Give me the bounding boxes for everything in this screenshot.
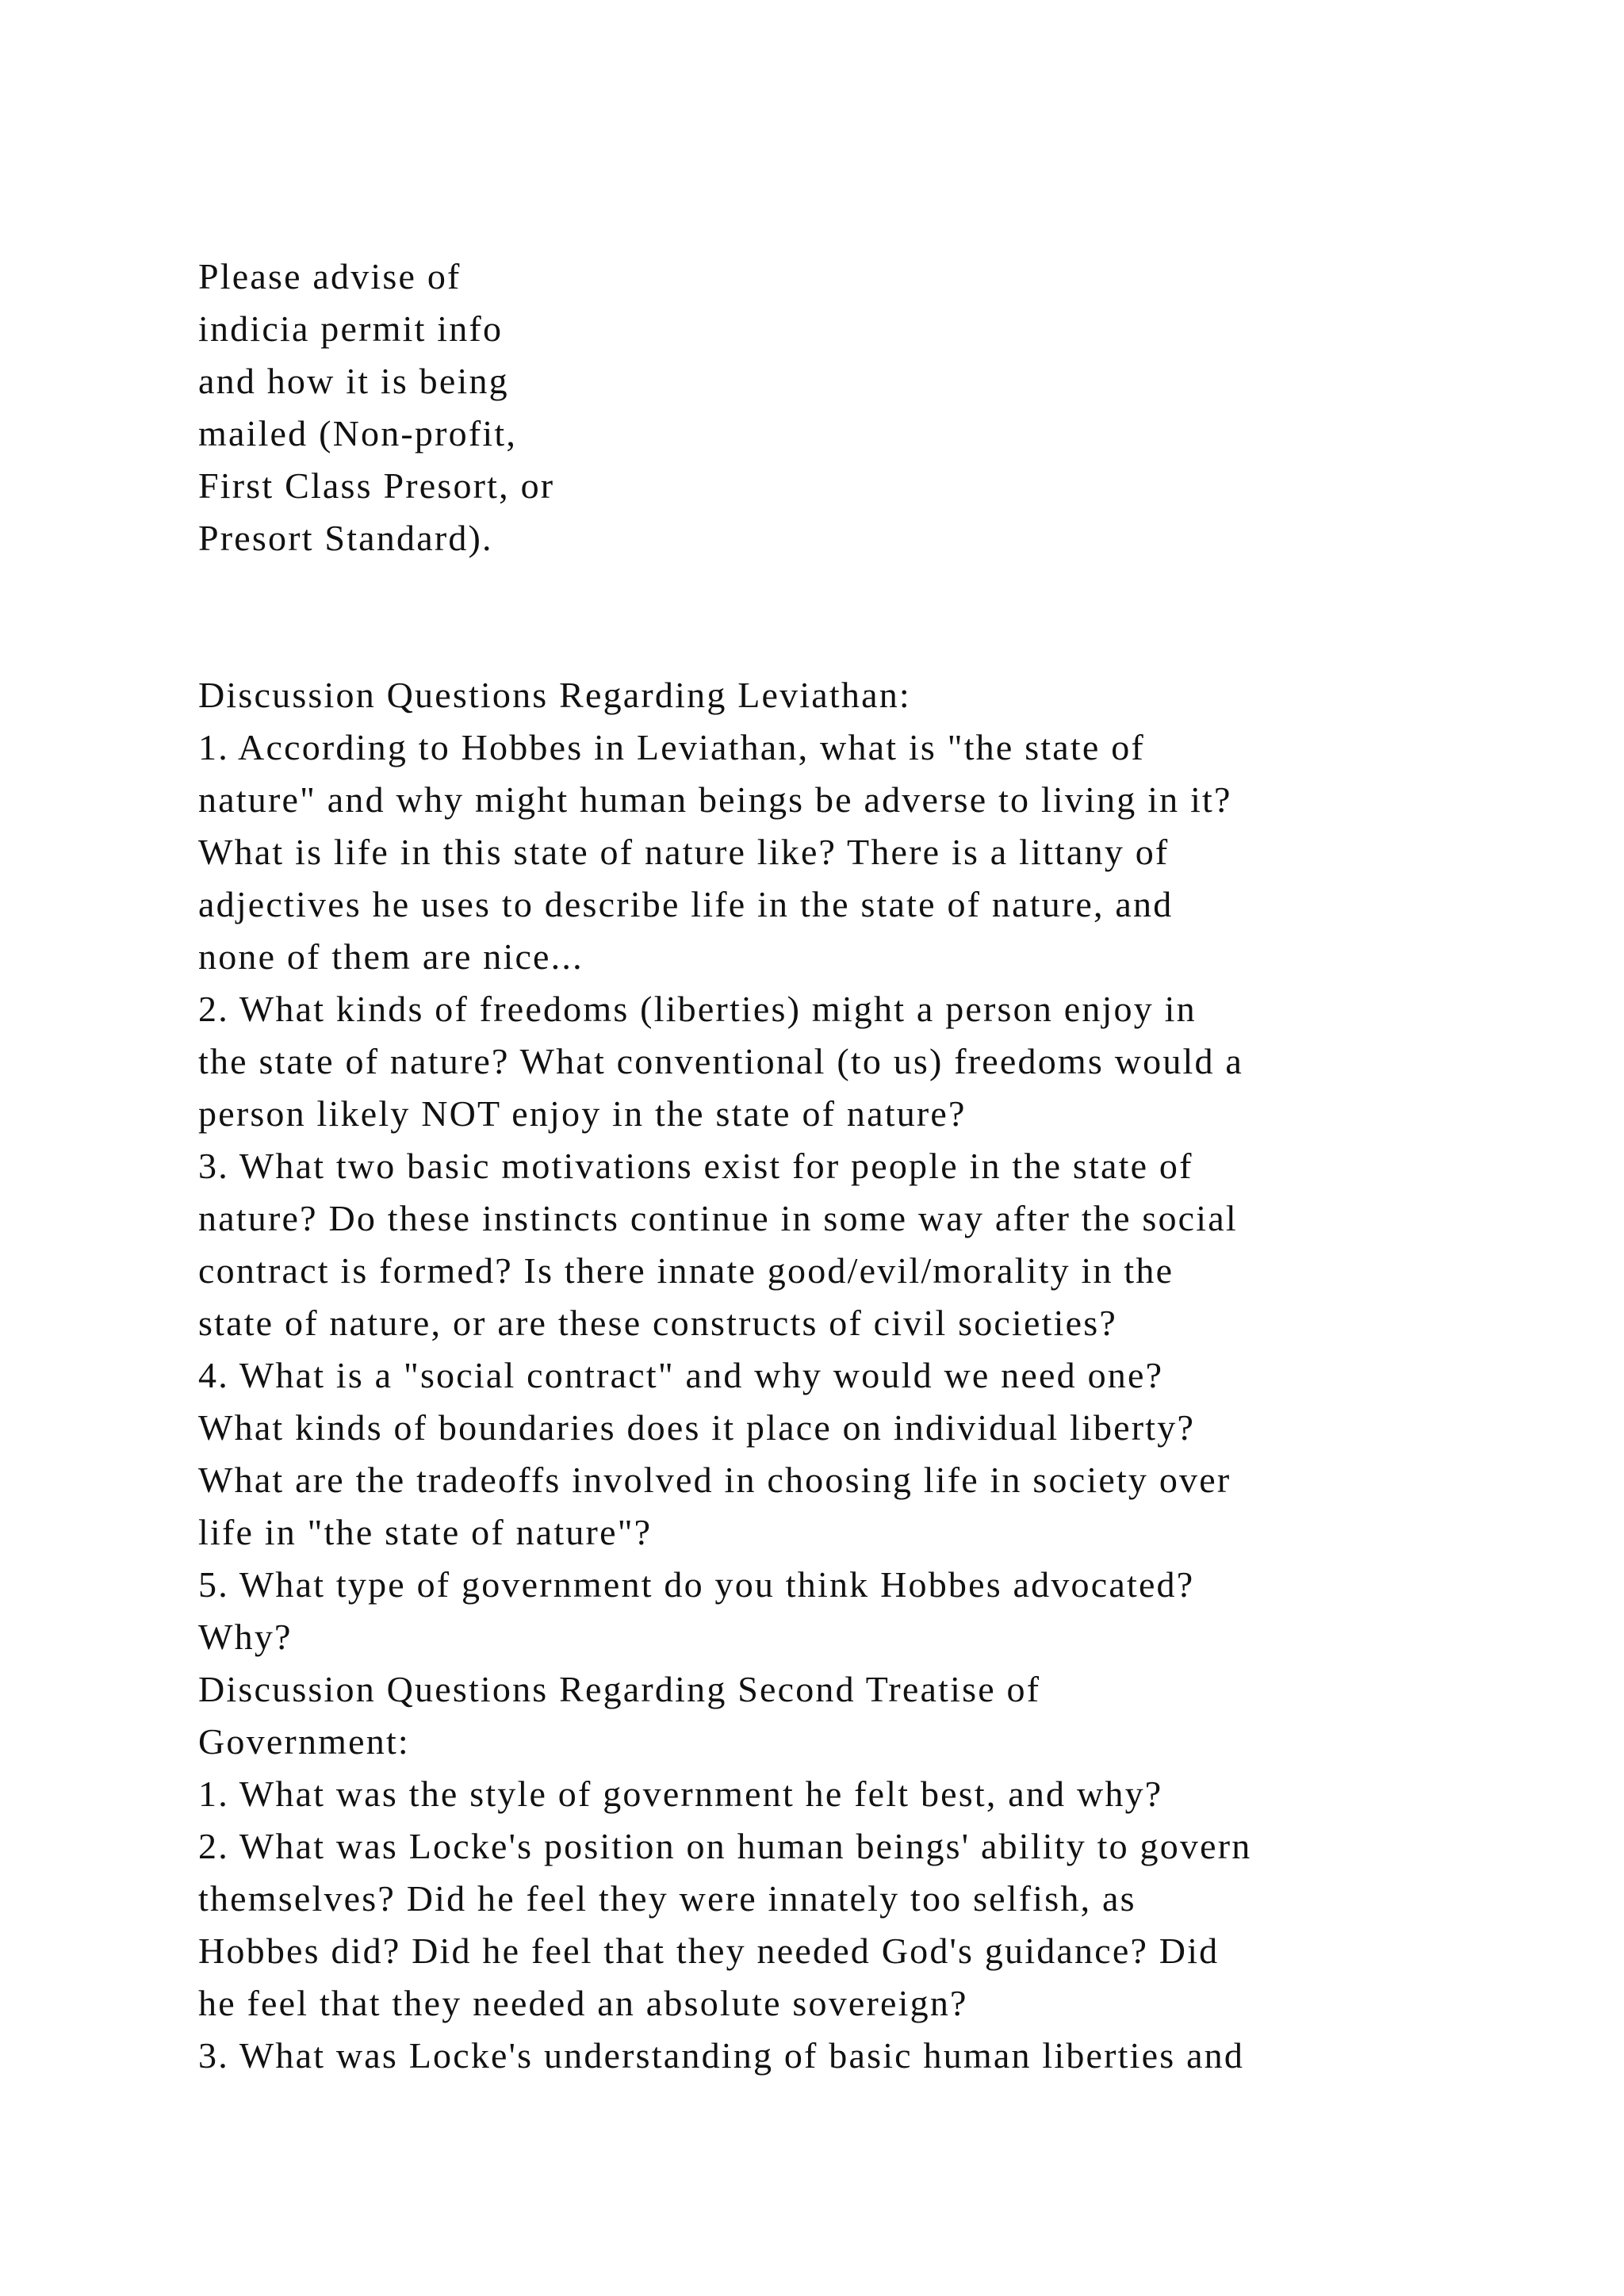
notice-line: and how it is being: [198, 361, 509, 401]
body-line: What kinds of boundaries does it place on individual liberty?: [198, 1407, 1196, 1448]
section-heading-leviathan: Discussion Questions Regarding Leviathan:: [198, 675, 911, 715]
body-line: themselves? Did he feel they were innately too selfish, as: [198, 1878, 1136, 1919]
body-line: nature" and why might human beings be adverse to living in it?: [198, 779, 1232, 820]
body-line: 1. What was the style of government he felt best, and why?: [198, 1774, 1163, 1814]
body-line: life in "the state of nature"?: [198, 1512, 653, 1552]
body-line: Why?: [198, 1617, 293, 1657]
body-line: What is life in this state of nature like? There is a littany of: [198, 832, 1170, 872]
notice-line: mailed (Non-profit,: [198, 413, 518, 453]
body-line: the state of nature? What conventional (to us) freedoms would a: [198, 1041, 1244, 1081]
body-line: contract is formed? Is there innate good/evil/morality in the: [198, 1250, 1174, 1291]
body-line: Hobbes did? Did he feel that they needed God's guidance? Did: [198, 1931, 1220, 1971]
body-line: 4. What is a "social contract" and why would we need one?: [198, 1355, 1164, 1395]
notice-line: indicia permit info: [198, 308, 504, 349]
body-line: 2. What kinds of freedoms (liberties) might a person enjoy in: [198, 989, 1197, 1029]
body-line: 3. What two basic motivations exist for people in the state of: [198, 1146, 1193, 1186]
section-heading-second-treatise: Discussion Questions Regarding Second Treatise of: [198, 1669, 1041, 1709]
body-line: 1. According to Hobbes in Leviathan, what is "the state of: [198, 727, 1145, 767]
body-line: he feel that they needed an absolute sovereign?: [198, 1983, 968, 2023]
body-line: nature? Do these instincts continue in some way after the social: [198, 1198, 1238, 1238]
body-line: person likely NOT enjoy in the state of nature?: [198, 1093, 967, 1134]
section-heading-second-treatise: Government:: [198, 1721, 410, 1762]
notice-line: Please advise of: [198, 256, 462, 297]
body-line: 2. What was Locke's position on human beings' ability to govern: [198, 1826, 1252, 1866]
body-line: 5. What type of government do you think Hobbes advocated?: [198, 1564, 1195, 1605]
notice-line: First Class Presort, or: [198, 465, 555, 506]
body-line: state of nature, or are these constructs of civil societies?: [198, 1303, 1117, 1343]
body-line: 3. What was Locke's understanding of basic human liberties and: [198, 2035, 1245, 2076]
body-line: adjectives he uses to describe life in the state of nature, and: [198, 884, 1174, 924]
body-line: What are the tradeoffs involved in choosing life in society over: [198, 1460, 1231, 1500]
body-line: none of them are nice...: [198, 936, 584, 977]
notice-line: Presort Standard).: [198, 518, 493, 558]
